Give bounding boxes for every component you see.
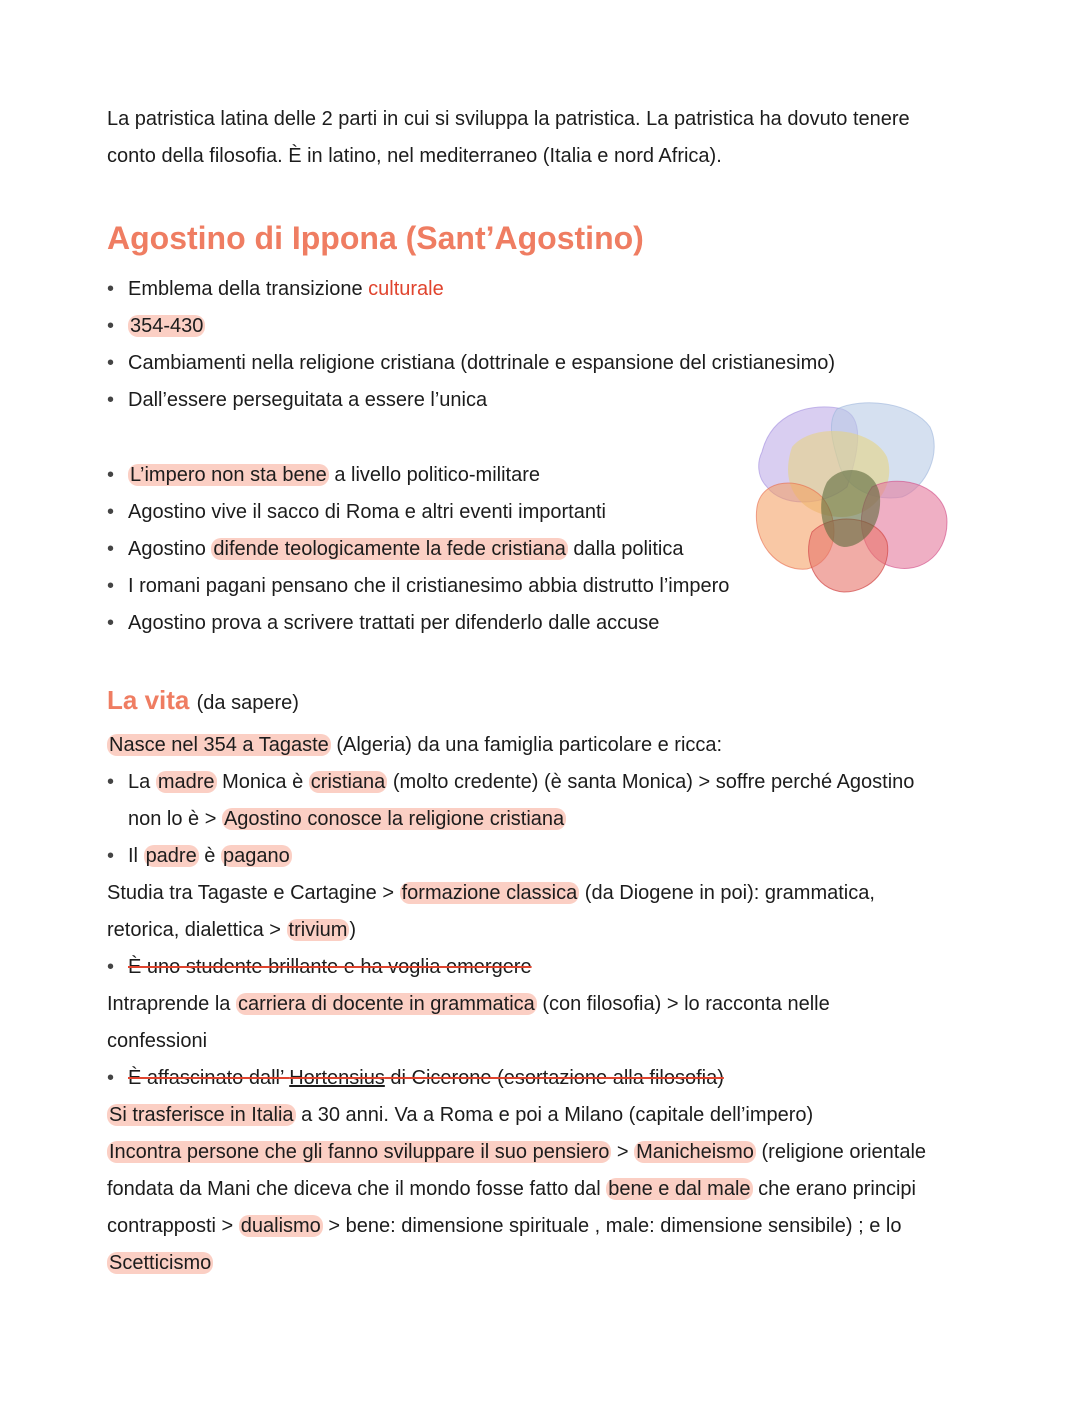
text-segment: Studia tra Tagaste e Cartagine > bbox=[107, 882, 400, 904]
highlighted-text: Scetticismo bbox=[109, 1252, 212, 1274]
text-line bbox=[107, 875, 875, 912]
text-segment: > bene: dimensione spirituale , male: dimensione sensibile) ; e lo bbox=[322, 1215, 902, 1237]
watercolor-flower-icon bbox=[752, 397, 952, 597]
text-line: confessioni bbox=[107, 1030, 208, 1052]
text-line bbox=[107, 1245, 213, 1282]
struck-text: È uno studente brillante e ha voglia emergere bbox=[128, 956, 532, 978]
text-line bbox=[107, 1097, 813, 1134]
bullet: • bbox=[107, 352, 115, 374]
list-item-text: Agostino prova a scrivere trattati per difenderlo dalle accuse bbox=[128, 612, 660, 634]
list-item-text: I romani pagani pensano che il cristianesimo abbia distrutto l’impero bbox=[128, 575, 730, 597]
bullet: • bbox=[107, 612, 115, 634]
intro-paragraph bbox=[107, 101, 987, 175]
list-item bbox=[107, 605, 659, 642]
text-segment: (con filosofia) > lo racconta nelle bbox=[536, 993, 830, 1015]
text-segment: che erano principi bbox=[752, 1178, 916, 1200]
highlighted-text: Agostino conosce la religione cristiana bbox=[223, 808, 565, 830]
text-segment: (molto credente) (è santa Monica) > soffre perché Agostino bbox=[387, 771, 915, 793]
list-item bbox=[107, 568, 729, 605]
bullet: • bbox=[107, 1067, 115, 1089]
text-segment: non lo è > bbox=[128, 808, 222, 830]
list-item bbox=[107, 838, 292, 875]
text-segment: contrapposti > bbox=[107, 1215, 239, 1237]
bullet: • bbox=[107, 389, 115, 411]
highlighted-text: Incontra persone che gli fanno sviluppare il suo pensiero bbox=[109, 1141, 610, 1163]
highlighted-text: bene e dal male bbox=[608, 1178, 751, 1200]
text-segment: ) bbox=[349, 919, 357, 941]
highlighted-text: padre bbox=[145, 845, 197, 867]
text-segment: a 30 anni. Va a Roma e poi a Milano (capitale dell’impero) bbox=[295, 1104, 814, 1126]
list-item-text: Cambiamenti nella religione cristiana (dottrinale e espansione del cristianesimo) bbox=[128, 352, 836, 374]
highlighted-text: formazione classica bbox=[401, 882, 578, 904]
list-item bbox=[107, 382, 487, 419]
list-item-text: 354-430 bbox=[130, 315, 204, 337]
highlighted-text: cristiana bbox=[310, 771, 386, 793]
section-heading: Agostino di Ippona (Sant’Agostino) bbox=[107, 220, 644, 256]
text-line bbox=[107, 1208, 901, 1245]
highlighted-text: trivium bbox=[288, 919, 348, 941]
text-segment: (religione orientale bbox=[755, 1141, 927, 1163]
intro-line-1: La patristica latina delle 2 parti in cui si sviluppa la patristica. La patristica ha dovuto tenere bbox=[107, 108, 910, 130]
bullet: • bbox=[107, 538, 115, 560]
text-segment: > bbox=[611, 1141, 635, 1163]
book-title: Hortensius bbox=[289, 1067, 385, 1089]
bullet: • bbox=[107, 575, 115, 597]
text-line bbox=[107, 912, 356, 949]
highlighted-text: Nasce nel 354 a Tagaste bbox=[109, 734, 329, 756]
subsection-note: (da sapere) bbox=[196, 692, 299, 714]
list-item-text: Dall’essere perseguitata a essere l’unica bbox=[128, 389, 488, 411]
list-item bbox=[107, 531, 683, 568]
text-segment: di Cicerone (esortazione alla filosofia) bbox=[384, 1067, 724, 1089]
list-item bbox=[107, 764, 914, 801]
list-item bbox=[107, 494, 606, 531]
highlighted-text: L’impero non sta bene bbox=[130, 464, 327, 486]
text-line bbox=[107, 1171, 916, 1208]
bullet: • bbox=[107, 956, 115, 978]
text-line bbox=[107, 986, 830, 1023]
text-line bbox=[107, 727, 722, 764]
highlighted-text: dualismo bbox=[240, 1215, 321, 1237]
list-item-text: Agostino bbox=[128, 538, 212, 560]
text-segment: fondata da Mani che diceva che il mondo fosse fatto dal bbox=[107, 1178, 607, 1200]
text-segment: (Algeria) da una famiglia particolare e ricca: bbox=[330, 734, 723, 756]
intro-line-2: conto della filosofia. È in latino, nel mediterraneo (Italia e nord Africa). bbox=[107, 145, 722, 167]
text-segment: La bbox=[128, 771, 156, 793]
list-item-text: Agostino vive il sacco di Roma e altri eventi importanti bbox=[128, 501, 606, 523]
bullet: • bbox=[107, 278, 115, 300]
list-item bbox=[107, 345, 835, 382]
list-item bbox=[107, 949, 532, 986]
list-item bbox=[107, 1060, 724, 1097]
struck-text bbox=[128, 1067, 724, 1089]
text-segment: È affascinato dall’ bbox=[128, 1067, 290, 1089]
text-segment: Il bbox=[128, 845, 144, 867]
bullet: • bbox=[107, 464, 115, 486]
highlighted-text: difende teologicamente la fede cristiana bbox=[213, 538, 566, 560]
bullet: • bbox=[107, 845, 115, 867]
list-item bbox=[107, 308, 205, 345]
bullet: • bbox=[107, 771, 115, 793]
subsection-heading bbox=[107, 685, 299, 716]
text-segment: retorica, dialettica > bbox=[107, 919, 287, 941]
text-segment: Intraprende la bbox=[107, 993, 236, 1015]
list-item-text: Emblema della transizione bbox=[128, 278, 369, 300]
highlighted-text: pagano bbox=[222, 845, 290, 867]
bullet: • bbox=[107, 315, 115, 337]
list-item bbox=[107, 457, 540, 494]
list-item-text: dalla politica bbox=[567, 538, 684, 560]
highlighted-text: Manicheismo bbox=[636, 1141, 754, 1163]
highlighted-text: madre bbox=[157, 771, 215, 793]
subsection-title: La vita bbox=[107, 685, 190, 715]
text-segment: Monica è bbox=[216, 771, 309, 793]
text-line bbox=[128, 801, 566, 838]
text-segment: (da Diogene in poi): grammatica, bbox=[579, 882, 875, 904]
list-item-text: a livello politico-militare bbox=[328, 464, 540, 486]
bullet: • bbox=[107, 501, 115, 523]
highlighted-text: Si trasferisce in Italia bbox=[109, 1104, 294, 1126]
text-line bbox=[107, 1134, 926, 1171]
list-item bbox=[107, 271, 444, 308]
highlighted-text: carriera di docente in grammatica bbox=[237, 993, 535, 1015]
text-segment: è bbox=[198, 845, 221, 867]
highlighted-word: culturale bbox=[368, 278, 444, 300]
